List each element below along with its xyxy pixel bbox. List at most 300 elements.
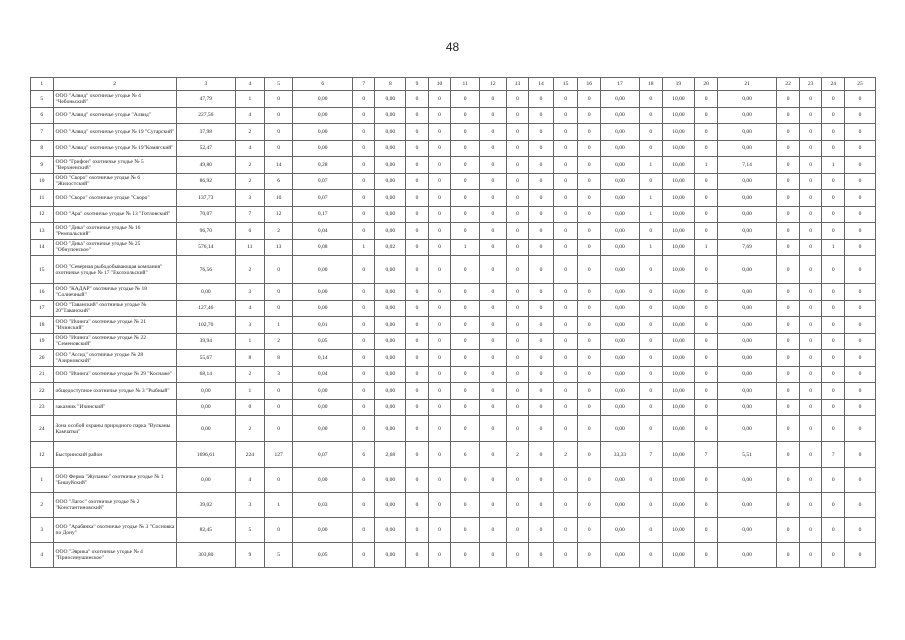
table-cell: 6: [236, 223, 265, 240]
table-cell: 0: [264, 416, 293, 442]
table-cell: 0,00: [293, 284, 352, 301]
table-cell: 0: [822, 317, 845, 334]
table-cell: 0: [406, 91, 429, 108]
table-cell: 0: [639, 518, 662, 543]
table-cell: 0: [695, 190, 718, 207]
table-cell: 3: [31, 518, 54, 543]
table-cell: 0: [578, 91, 601, 108]
table-cell: 10,00: [662, 91, 695, 108]
table-cell: 0,00: [601, 366, 640, 383]
table-cell: 0: [352, 416, 375, 442]
table-cell: 0: [844, 383, 875, 400]
table-cell: 0,01: [293, 317, 352, 334]
name-cell: ООО "Таванский" охотничье угодье № 20"Таванский": [53, 300, 176, 317]
name-cell: ООО "Грифон" охотничье угодье № 5 "Верхненский": [53, 157, 176, 174]
name-cell: ООО "Эврика" охотничье угодье № 4 "Приосинушинское": [53, 543, 176, 568]
table-cell: 0: [695, 383, 718, 400]
table-cell: 0: [480, 124, 507, 141]
table-cell: 0,00: [176, 284, 235, 301]
table-cell: 0: [553, 223, 578, 240]
table-cell: 0,07: [293, 173, 352, 190]
table-cell: 0,00: [717, 300, 776, 317]
column-number-cell: 19: [662, 78, 695, 91]
table-cell: 0: [529, 223, 554, 240]
table-cell: 0: [352, 140, 375, 157]
table-row: [31, 223, 876, 240]
table-row: [31, 173, 876, 190]
table-row: [31, 383, 876, 400]
table-cell: 0,00: [375, 399, 406, 416]
table-cell: 0: [506, 256, 529, 284]
table-cell: 0: [844, 366, 875, 383]
table-cell: 0,00: [293, 300, 352, 317]
table-row: [31, 91, 876, 108]
table-cell: 7: [31, 124, 54, 141]
table-cell: 10,00: [662, 107, 695, 124]
table-cell: 0: [695, 284, 718, 301]
column-number-cell: 12: [480, 78, 507, 91]
table-cell: 0,00: [293, 107, 352, 124]
table-cell: 20: [31, 350, 54, 367]
table-cell: 10,00: [662, 350, 695, 367]
table-cell: 10,00: [662, 124, 695, 141]
table-cell: 0: [451, 157, 480, 174]
table-cell: 0: [578, 173, 601, 190]
table-cell: 0: [406, 468, 429, 493]
table-cell: 0: [578, 223, 601, 240]
table-cell: 1: [639, 190, 662, 207]
table-cell: 0: [777, 383, 800, 400]
table-cell: 0: [799, 206, 822, 223]
column-number-cell: 18: [639, 78, 662, 91]
table-cell: 0: [406, 124, 429, 141]
table-cell: 0: [529, 173, 554, 190]
table-cell: 11: [31, 190, 54, 207]
table-cell: 0: [639, 124, 662, 141]
table-cell: 0: [428, 107, 451, 124]
table-cell: 10,00: [662, 468, 695, 493]
table-cell: 0: [553, 333, 578, 350]
table-cell: 1: [639, 206, 662, 223]
table-cell: 0: [428, 333, 451, 350]
table-cell: 0: [777, 333, 800, 350]
table-row: [31, 350, 876, 367]
table-cell: 0,00: [717, 223, 776, 240]
table-cell: 0: [480, 284, 507, 301]
table-cell: 0: [844, 124, 875, 141]
table-cell: 0,00: [717, 256, 776, 284]
table-cell: 0: [480, 416, 507, 442]
table-cell: 0,00: [375, 124, 406, 141]
table-cell: 10,00: [662, 399, 695, 416]
table-cell: 1: [264, 317, 293, 334]
table-cell: 0: [506, 173, 529, 190]
table-cell: 0: [406, 543, 429, 568]
table-cell: 0: [352, 383, 375, 400]
table-cell: 0: [844, 140, 875, 157]
table-cell: 0: [799, 91, 822, 108]
table-cell: 0: [428, 543, 451, 568]
table-cell: 0: [451, 140, 480, 157]
table-cell: 0,00: [375, 256, 406, 284]
table-cell: 2: [31, 493, 54, 518]
table-cell: 0: [578, 124, 601, 141]
table-cell: 0: [578, 518, 601, 543]
table-cell: 0: [695, 124, 718, 141]
table-cell: 0,00: [601, 91, 640, 108]
table-cell: 0: [799, 107, 822, 124]
table-cell: 1: [264, 493, 293, 518]
table-cell: 0: [553, 140, 578, 157]
table-cell: 0: [529, 206, 554, 223]
table-cell: 0: [799, 333, 822, 350]
table-cell: 1: [639, 239, 662, 256]
table-cell: 0: [529, 284, 554, 301]
table-cell: 0,00: [375, 518, 406, 543]
table-cell: 0: [352, 317, 375, 334]
table-cell: 0: [777, 124, 800, 141]
table-cell: 0: [553, 239, 578, 256]
table-cell: 0,00: [176, 416, 235, 442]
table-cell: 0: [799, 543, 822, 568]
table-cell: 0,05: [293, 333, 352, 350]
table-cell: 0: [844, 239, 875, 256]
table-cell: 7,14: [717, 157, 776, 174]
table-cell: 0: [352, 284, 375, 301]
table-cell: 0,04: [293, 223, 352, 240]
table-cell: 0,00: [375, 190, 406, 207]
table-cell: 0: [844, 468, 875, 493]
table-cell: 10,00: [662, 442, 695, 468]
table-cell: 0: [553, 124, 578, 141]
table-cell: 0: [553, 91, 578, 108]
table-cell: 127,46: [176, 300, 235, 317]
name-cell: ООО "Скоро" охотничье угодье № 6 "Жилостский": [53, 173, 176, 190]
table-cell: 0,00: [717, 468, 776, 493]
table-cell: 0: [777, 284, 800, 301]
table-cell: 0: [799, 350, 822, 367]
table-cell: 0,00: [717, 333, 776, 350]
table-cell: 10: [264, 190, 293, 207]
table-cell: 13: [31, 223, 54, 240]
table-cell: 0: [695, 366, 718, 383]
table-cell: 18: [31, 317, 54, 334]
table-cell: 6: [31, 107, 54, 124]
table-cell: 0: [352, 493, 375, 518]
table-cell: 0,00: [375, 366, 406, 383]
table-cell: 0: [777, 223, 800, 240]
table-cell: 0,00: [601, 493, 640, 518]
table-cell: 0: [352, 157, 375, 174]
table-cell: 0: [264, 256, 293, 284]
table-cell: 0: [480, 157, 507, 174]
table-cell: 0: [799, 518, 822, 543]
table-cell: 0: [529, 333, 554, 350]
table-cell: 0: [578, 284, 601, 301]
table-cell: 0: [506, 416, 529, 442]
table-cell: 4: [236, 300, 265, 317]
table-cell: 0: [844, 543, 875, 568]
table-cell: 0: [451, 543, 480, 568]
table-row: [31, 107, 876, 124]
table-cell: 0: [264, 518, 293, 543]
table-cell: 10,00: [662, 157, 695, 174]
table-cell: 0: [352, 468, 375, 493]
table-cell: 0,00: [375, 468, 406, 493]
table-cell: 0,00: [717, 383, 776, 400]
table-row: [31, 140, 876, 157]
table-cell: 0: [506, 284, 529, 301]
table-cell: 11: [236, 239, 265, 256]
table-cell: 0: [428, 518, 451, 543]
name-cell: ООО "Алвид" охотничье угодье № 19"Комягский": [53, 140, 176, 157]
table-cell: 0: [529, 107, 554, 124]
table-row: [31, 366, 876, 383]
table-cell: 22: [31, 383, 54, 400]
table-cell: 1: [451, 239, 480, 256]
table-cell: 0,00: [293, 468, 352, 493]
table-cell: 0: [529, 91, 554, 108]
table-row: [31, 416, 876, 442]
table-cell: 0,00: [601, 543, 640, 568]
table-cell: 1: [236, 91, 265, 108]
table-cell: 14: [264, 157, 293, 174]
table-cell: 0: [777, 107, 800, 124]
table-cell: 0,00: [717, 124, 776, 141]
table-cell: 0: [799, 157, 822, 174]
table-cell: 0,00: [717, 91, 776, 108]
table-cell: 0: [578, 300, 601, 317]
table-cell: 76,56: [176, 256, 235, 284]
table-cell: 0: [406, 300, 429, 317]
table-cell: 10,00: [662, 223, 695, 240]
column-number-cell: 3: [176, 78, 235, 91]
name-cell: ООО "Ичинга" охотничье угодье № 21 "Ичинский": [53, 317, 176, 334]
table-cell: 0: [506, 350, 529, 367]
table-cell: 0: [480, 543, 507, 568]
table-cell: 2: [236, 256, 265, 284]
table-cell: 0: [822, 173, 845, 190]
table-cell: 0: [844, 107, 875, 124]
table-cell: 0: [639, 173, 662, 190]
table-cell: 0: [553, 317, 578, 334]
table-cell: 0: [451, 416, 480, 442]
table-cell: 0: [777, 442, 800, 468]
table-cell: 4: [236, 140, 265, 157]
table-cell: 0: [480, 317, 507, 334]
table-cell: 0: [639, 493, 662, 518]
table-cell: 0: [264, 383, 293, 400]
table-cell: 7: [695, 442, 718, 468]
table-cell: 0: [451, 518, 480, 543]
table-cell: 13: [264, 239, 293, 256]
table-cell: 0: [695, 416, 718, 442]
table-cell: 0,00: [601, 399, 640, 416]
table-cell: 0: [264, 399, 293, 416]
table-cell: 0: [799, 256, 822, 284]
column-number-cell: 20: [695, 78, 718, 91]
table-cell: 96,70: [176, 223, 235, 240]
table-cell: 0: [695, 518, 718, 543]
table-cell: 0: [451, 468, 480, 493]
table-cell: 0: [695, 543, 718, 568]
table-cell: 0: [506, 543, 529, 568]
column-number-cell: 6: [293, 78, 352, 91]
table-row: [31, 543, 876, 568]
table-cell: 102,70: [176, 317, 235, 334]
name-cell: Быстринский район: [53, 442, 176, 468]
table-cell: 0,00: [293, 256, 352, 284]
table-cell: 0: [777, 157, 800, 174]
column-number-cell: 17: [601, 78, 640, 91]
table-cell: 1: [695, 239, 718, 256]
table-cell: 0: [264, 300, 293, 317]
table-body: [31, 78, 876, 568]
table-cell: 0: [480, 442, 507, 468]
table-cell: 0,00: [717, 190, 776, 207]
table-cell: 0,00: [375, 383, 406, 400]
table-cell: 0: [480, 493, 507, 518]
table-cell: 0: [428, 317, 451, 334]
table-cell: 0,00: [293, 383, 352, 400]
table-cell: 0: [578, 107, 601, 124]
table-cell: 0: [506, 493, 529, 518]
table-cell: 0: [822, 366, 845, 383]
table-cell: 2: [236, 157, 265, 174]
table-cell: 0: [844, 333, 875, 350]
table-cell: 0: [578, 350, 601, 367]
table-cell: 0: [777, 91, 800, 108]
table-cell: 0: [578, 366, 601, 383]
column-number-cell: 21: [717, 78, 776, 91]
table-cell: 0: [639, 543, 662, 568]
table-cell: 0: [777, 416, 800, 442]
table-cell: 0: [352, 223, 375, 240]
column-number-cell: 13: [506, 78, 529, 91]
table-cell: 0: [553, 256, 578, 284]
table-cell: 0: [480, 91, 507, 108]
table-cell: 0: [451, 399, 480, 416]
table-cell: 0: [777, 256, 800, 284]
table-cell: 0: [428, 493, 451, 518]
table-cell: 0: [844, 493, 875, 518]
table-cell: 0: [695, 173, 718, 190]
table-cell: 0: [639, 284, 662, 301]
table-cell: 0,00: [375, 416, 406, 442]
table-cell: 0: [799, 300, 822, 317]
table-cell: 0: [406, 518, 429, 543]
table-cell: 0: [451, 366, 480, 383]
table-cell: 49,80: [176, 157, 235, 174]
table-cell: 0,04: [293, 366, 352, 383]
table-cell: 0: [428, 157, 451, 174]
table-cell: 0: [695, 493, 718, 518]
table-cell: 0: [822, 333, 845, 350]
table-cell: 0: [406, 107, 429, 124]
table-cell: 0,00: [717, 284, 776, 301]
table-cell: 0,00: [717, 206, 776, 223]
table-cell: 24: [31, 416, 54, 442]
table-cell: 0: [506, 206, 529, 223]
table-cell: 0: [844, 190, 875, 207]
name-cell: ООО "Арабянка" охотничье угодье № 3 "Сосновка по Дону": [53, 518, 176, 543]
table-cell: 4: [31, 543, 54, 568]
table-cell: 0: [480, 140, 507, 157]
table-cell: 0: [406, 256, 429, 284]
name-cell: ООО "Лагос" охотничье угодье № 2 "Константиновский": [53, 493, 176, 518]
table-cell: 52,47: [176, 140, 235, 157]
column-number-cell: 8: [375, 78, 406, 91]
table-cell: 0: [406, 239, 429, 256]
name-cell: заказник "Ичинский": [53, 399, 176, 416]
name-cell: ООО "Алвид" охотничье угодье "Алвид": [53, 107, 176, 124]
table-cell: 0: [822, 140, 845, 157]
table-cell: 0: [777, 399, 800, 416]
table-row: [31, 300, 876, 317]
table-cell: 0,00: [717, 518, 776, 543]
table-cell: 0: [553, 350, 578, 367]
table-cell: 0: [822, 493, 845, 518]
table-cell: 0: [578, 333, 601, 350]
table-cell: 0: [529, 468, 554, 493]
table-cell: 0: [553, 366, 578, 383]
table-cell: 0: [553, 206, 578, 223]
table-cell: 0: [553, 300, 578, 317]
table-cell: 0: [553, 173, 578, 190]
table-cell: 5: [236, 518, 265, 543]
table-cell: 0: [553, 157, 578, 174]
table-cell: 7: [822, 442, 845, 468]
table-cell: 0: [695, 350, 718, 367]
table-cell: 39,94: [176, 333, 235, 350]
table-cell: 0,00: [717, 366, 776, 383]
table-cell: 0: [428, 124, 451, 141]
name-cell: ООО "Алвид" охотничье угодье № 19 "Сугарский": [53, 124, 176, 141]
table-cell: 0: [553, 107, 578, 124]
table-cell: 0: [844, 317, 875, 334]
table-cell: 0: [799, 468, 822, 493]
table-cell: 47,79: [176, 91, 235, 108]
table-cell: 0: [822, 416, 845, 442]
table-cell: 0: [506, 366, 529, 383]
table-cell: 0: [428, 140, 451, 157]
table-cell: 2: [264, 223, 293, 240]
table-cell: 1: [822, 239, 845, 256]
table-cell: 0: [451, 223, 480, 240]
table-cell: 0: [639, 333, 662, 350]
column-number-cell: 24: [822, 78, 845, 91]
table-cell: 0: [639, 256, 662, 284]
table-cell: 0,00: [717, 543, 776, 568]
table-cell: 10,00: [662, 140, 695, 157]
table-row: [31, 399, 876, 416]
table-cell: 23: [31, 399, 54, 416]
table-cell: 2: [236, 124, 265, 141]
table-cell: 0: [777, 206, 800, 223]
table-cell: 15: [31, 256, 54, 284]
table-cell: 0: [777, 366, 800, 383]
table-cell: 0: [639, 416, 662, 442]
table-cell: 0,07: [293, 442, 352, 468]
column-number-cell: 1: [31, 78, 54, 91]
table-cell: 0: [480, 256, 507, 284]
table-cell: 0: [529, 300, 554, 317]
table-cell: 0: [428, 284, 451, 301]
table-cell: 0: [529, 140, 554, 157]
table-cell: 0: [352, 399, 375, 416]
table-cell: 0,00: [601, 317, 640, 334]
table-cell: 0: [529, 383, 554, 400]
